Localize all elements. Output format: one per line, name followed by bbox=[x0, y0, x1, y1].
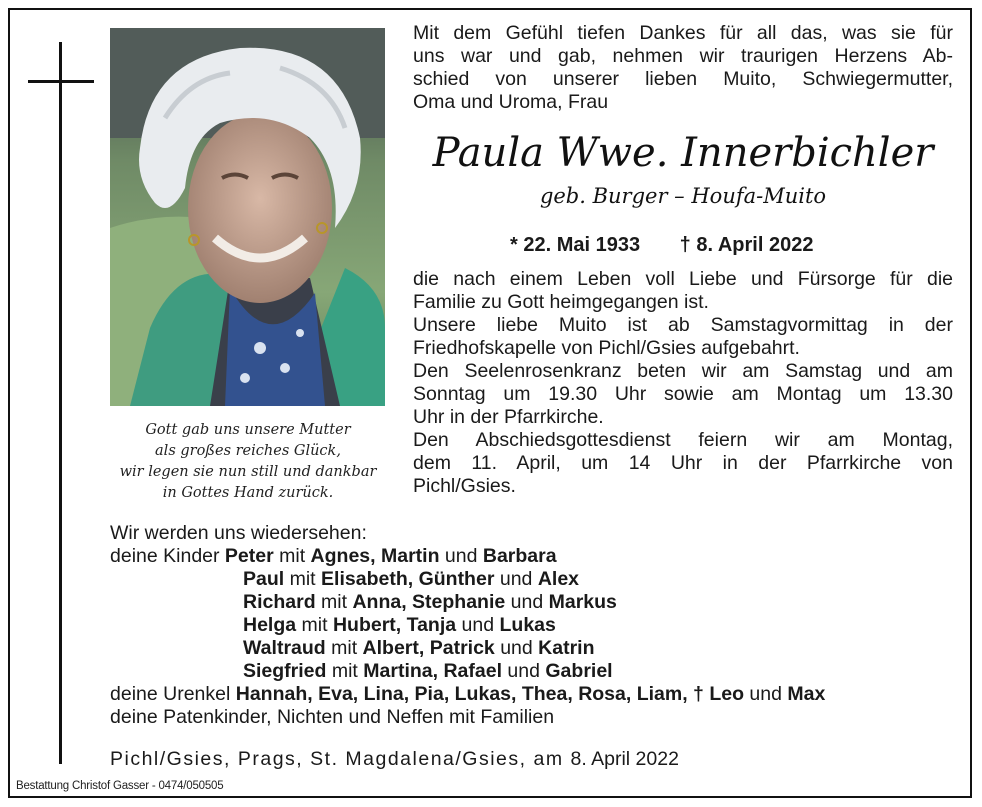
body-line: Unsere liebe Muito ist ab Samstagvormittag in der bbox=[413, 314, 953, 336]
word-und: und bbox=[444, 545, 478, 567]
place-text: Pichl/Gsies, Prags, St. Magdalena/Gsies, am bbox=[110, 748, 564, 770]
child-name: Paul bbox=[243, 568, 285, 590]
grandchild-name: Stephanie bbox=[412, 591, 506, 613]
urenkel-label: deine Urenkel bbox=[110, 683, 236, 705]
birth-date: * 22. Mai 1933 bbox=[510, 234, 641, 256]
family-heading: Wir werden uns wiedersehen: bbox=[110, 522, 367, 544]
intro-line: uns war und gab, nehmen wir traurigen Herzens Ab- bbox=[413, 45, 953, 67]
spouse-name: Albert, bbox=[362, 637, 425, 659]
body-line: dem 11. April, um 14 Uhr in der Pfarrkirche von bbox=[413, 452, 953, 474]
mourners-list bbox=[110, 522, 960, 729]
body-line: Den Seelenrosenkranz beten wir am Samstag und am bbox=[413, 360, 953, 382]
child-name: Peter bbox=[224, 545, 274, 567]
place-date: 8. April 2022 bbox=[570, 748, 679, 770]
portrait-image bbox=[110, 28, 385, 406]
grandchild-name: Lukas bbox=[499, 614, 556, 636]
spouse-name: Martina, bbox=[363, 660, 439, 682]
child-name: Richard bbox=[243, 591, 316, 613]
word-mit: mit bbox=[301, 614, 328, 636]
family-row bbox=[110, 637, 960, 660]
spouse-name: Anna, bbox=[352, 591, 407, 613]
place-date-line bbox=[110, 748, 679, 771]
intro-line: schied von unserer lieben Muito, Schwiegermutter, bbox=[413, 68, 953, 90]
body-line: Den Abschiedsgottesdienst feiern wir am Montag, bbox=[413, 429, 953, 451]
grandchild-name: Markus bbox=[548, 591, 617, 613]
motto-verse bbox=[108, 420, 388, 504]
cross-icon-bar bbox=[28, 80, 94, 83]
spouse-name: Hubert, bbox=[332, 614, 402, 636]
family-row bbox=[110, 660, 960, 683]
family-row bbox=[110, 545, 960, 568]
child-name: Waltraud bbox=[243, 637, 326, 659]
word-und: und bbox=[507, 660, 540, 682]
urenkel-row bbox=[110, 683, 960, 706]
word-und: und bbox=[749, 683, 782, 705]
spouse-name: Elisabeth, bbox=[321, 568, 414, 590]
motto-line: als großes reiches Glück, bbox=[155, 443, 341, 459]
word-mit: mit bbox=[279, 545, 306, 567]
motto-line: Gott gab uns unsere Mutter bbox=[145, 422, 351, 438]
grandchild-name: Alex bbox=[537, 568, 580, 590]
word-und: und bbox=[500, 637, 533, 659]
body-line: Pichl/Gsies. bbox=[413, 475, 516, 497]
grandchild-name: Günther bbox=[418, 568, 495, 590]
child-name: Siegfried bbox=[243, 660, 327, 682]
family-row bbox=[110, 568, 960, 591]
kinder-label: deine Kinder bbox=[110, 545, 225, 567]
grandchild-name: Martin bbox=[380, 545, 440, 567]
grandchild-name: Rafael bbox=[443, 660, 502, 682]
word-mit: mit bbox=[331, 637, 358, 659]
word-mit: mit bbox=[321, 591, 348, 613]
grandchild-name: Barbara bbox=[482, 545, 557, 567]
word-und: und bbox=[461, 614, 495, 636]
spouse-name: Agnes, bbox=[310, 545, 376, 567]
deceased-subname: geb. Burger – Houfa-Muito bbox=[539, 184, 827, 208]
death-date: † 8. April 2022 bbox=[679, 234, 814, 256]
cross-icon bbox=[59, 42, 62, 764]
intro-line: Mit dem Gefühl tiefen Dankes für all das, was sie für bbox=[413, 22, 953, 44]
grandchild-name: Patrick bbox=[429, 637, 495, 659]
urenkel-names: Hannah, Eva, Lina, Pia, Lukas, Thea, Rosa, Liam, † Leo bbox=[235, 683, 744, 705]
announcement-paragraph bbox=[413, 268, 953, 498]
grandchild-name: Gabriel bbox=[545, 660, 613, 682]
funeral-home-credit: Bestattung Christof Gasser - 0474/050505 bbox=[16, 780, 224, 792]
urenkel-last: Max bbox=[787, 683, 826, 705]
motto-line: in Gottes Hand zurück. bbox=[162, 485, 334, 501]
word-und: und bbox=[510, 591, 544, 613]
grandchild-name: Tanja bbox=[406, 614, 457, 636]
deceased-name: Paula Wwe. Innerbichler bbox=[432, 130, 934, 176]
grandchild-name: Katrin bbox=[538, 637, 595, 659]
body-line: Familie zu Gott heimgegangen ist. bbox=[413, 291, 709, 313]
word-mit: mit bbox=[331, 660, 358, 682]
body-line: Sonntag um 19.30 Uhr sowie am Montag um 13.30 bbox=[413, 383, 953, 405]
motto-line: wir legen sie nun still und dankbar bbox=[119, 464, 377, 480]
life-dates bbox=[510, 234, 847, 257]
word-mit: mit bbox=[289, 568, 316, 590]
body-line: Friedhofskapelle von Pichl/Gsies aufgebahrt. bbox=[413, 337, 800, 359]
child-name: Helga bbox=[243, 614, 297, 636]
body-line: die nach einem Leben voll Liebe und Fürsorge für die bbox=[413, 268, 953, 290]
body-line: Uhr in der Pfarrkirche. bbox=[413, 406, 604, 428]
family-row bbox=[110, 614, 960, 637]
paten-row: deine Patenkinder, Nichten und Neffen mit Familien bbox=[110, 706, 555, 728]
intro-paragraph bbox=[413, 22, 953, 114]
word-und: und bbox=[499, 568, 533, 590]
portrait-photo bbox=[110, 28, 385, 406]
intro-line: Oma und Uroma, Frau bbox=[413, 91, 609, 113]
family-row bbox=[110, 591, 960, 614]
